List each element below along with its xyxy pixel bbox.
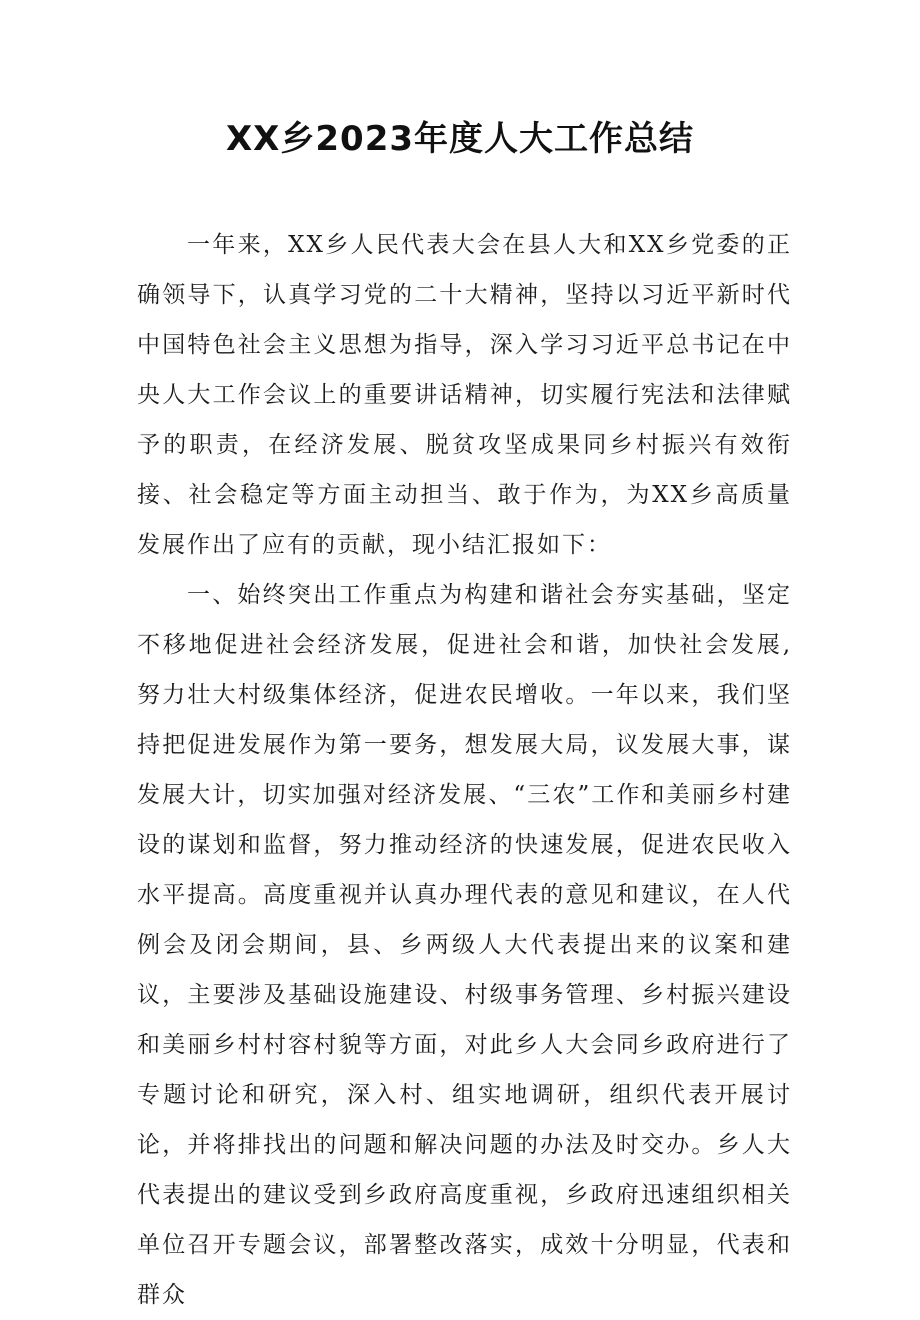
paragraph-section-one: 一、始终突出工作重点为构建和谐社会夯实基础，坚定不移地促进社会经济发展，促进社会和谐，加快社会发展,努力壮大村级集体经济，促进农民增收。一年以来，我们坚持把促进发展作为第一要务，想发展大局，议发展大事，谋发展大计，切实加强对经济发展、“三农”工作和美丽乡村建设的谋划和监督，努力推动经济的快速发展，促进农民收入水平提高。高度重视并认真办理代表的意见和建议，在人代例会及闭会期间，县、乡两级人大代表提出来的议案和建议，主要涉及基础设施建设、村级事务管理、乡村振兴建设和美丽乡村村容村貌等方面，对此乡人大会同乡政府进行了专题讨论和研究，深入村、组实地调研，组织代表开展讨论，并将排找出的问题和解决问题的办法及时交办。乡人大代表提出的建议受到乡政府高度重视，乡政府迅速组织相关单位召开专题会议，部署整改落实，成效十分明显，代表和群众 (137, 582, 792, 1308)
paragraph-intro: 一年来，XX乡人民代表大会在县人大和XX乡党委的正确领导下，认真学习党的二十大精神，坚持以习近平新时代中国特色社会主义思想为指导，深入学习习近平总书记在中央人大工作会议上的重要讲话精神，切实履行宪法和法律赋予的职责，在经济发展、脱贫攻坚成果同乡村振兴有效衔接、社会稳定等方面主动担当、敢于作为，为XX乡高质量发展作出了应有的贡献，现小结汇报如下： (137, 232, 792, 558)
document-title: XX乡2023年度人大工作总结 (225, 119, 695, 159)
document-body (137, 220, 792, 1320)
